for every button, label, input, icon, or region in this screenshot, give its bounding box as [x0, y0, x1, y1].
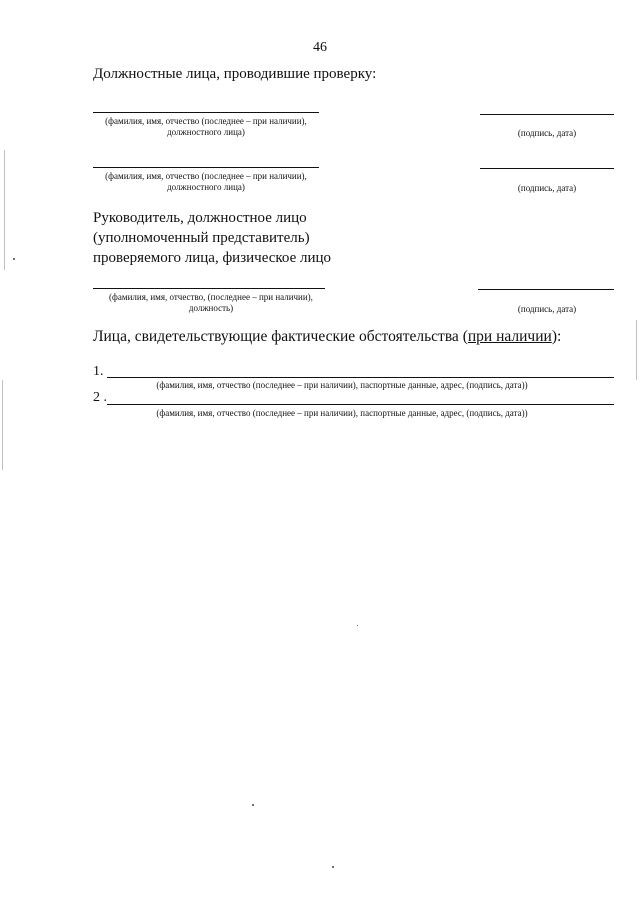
witness-2-caption: (фамилия, имя, отчество (последнее – при наличии), паспортные данные, адрес, (подпись, дата)) — [156, 408, 528, 418]
head-sign-line — [478, 289, 614, 290]
inspectors-heading: Должностные лица, проводившие проверку: — [93, 66, 377, 82]
scan-edge-left-bottom — [2, 380, 3, 470]
inspector-1-name-caption-line2: должностного лица) — [167, 127, 245, 137]
scan-speck — [357, 625, 358, 626]
inspector-2-name-caption — [88, 171, 324, 193]
inspector-1-sign-line — [480, 114, 614, 115]
inspector-2-name-caption-line1: (фамилия, имя, отчество (последнее – при наличии), — [105, 171, 307, 181]
head-sign-caption: (подпись, дата) — [517, 304, 577, 314]
head-line-3: проверяемого лица, физическое лицо — [93, 250, 332, 266]
inspector-1-name-caption — [88, 116, 324, 138]
witness-2-number: 2 . — [93, 390, 107, 405]
inspector-2-name-caption-line2: должностного лица) — [167, 182, 245, 192]
inspector-1-name-caption-line1: (фамилия, имя, отчество (последнее – при наличии), — [105, 116, 307, 126]
head-line-2: (уполномоченный представитель) — [93, 230, 310, 246]
witnesses-heading-end: ): — [551, 328, 562, 345]
page-number: 46 — [313, 40, 327, 55]
head-name-caption-line2: должность) — [188, 303, 234, 313]
head-name-line — [93, 288, 325, 289]
witnesses-heading-optional: при наличии — [467, 328, 552, 345]
inspector-2-name-line — [93, 167, 319, 168]
inspector-1-name-line — [93, 112, 319, 113]
scan-speck — [13, 258, 15, 260]
head-block — [93, 208, 331, 268]
scan-edge-left-top — [4, 150, 5, 270]
head-name-caption — [88, 292, 334, 314]
scan-edge-right — [636, 320, 637, 380]
head-name-caption-line1: (фамилия, имя, отчество, (последнее – при наличии), — [109, 292, 313, 302]
scan-speck — [332, 866, 334, 868]
head-line-1: Руководитель, должностное лицо — [93, 210, 307, 226]
scan-speck — [252, 804, 254, 806]
witnesses-heading — [93, 328, 561, 346]
inspector-1-sign-caption: (подпись, дата) — [517, 128, 577, 138]
witness-2-line — [107, 404, 614, 405]
inspector-2-sign-line — [480, 168, 614, 169]
witness-1-line — [107, 377, 614, 378]
inspector-2-sign-caption: (подпись, дата) — [517, 183, 577, 193]
witnesses-heading-main: Лица, свидетельствующие фактические обстоятельства ( — [93, 328, 468, 345]
witness-1-number: 1. — [93, 364, 104, 379]
witness-1-caption: (фамилия, имя, отчество (последнее – при наличии), паспортные данные, адрес, (подпись, дата)) — [156, 380, 528, 390]
